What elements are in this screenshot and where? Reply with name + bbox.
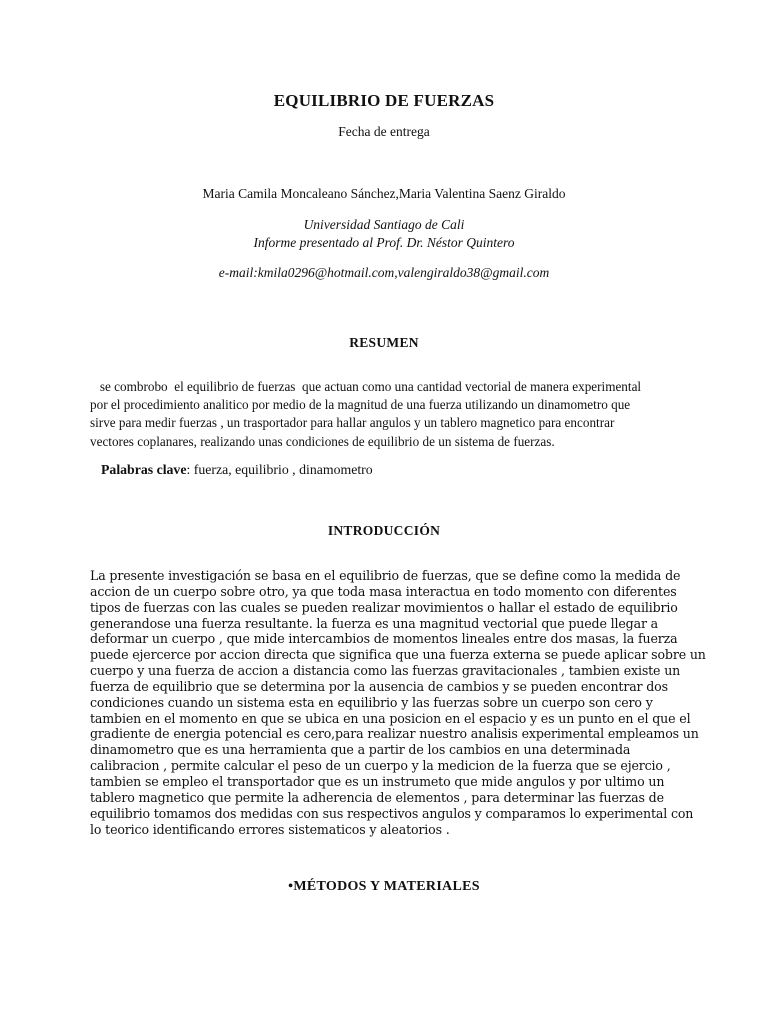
intro-line: dinamometro que es una herramienta que a partir de los cambios en una determinada bbox=[90, 742, 631, 758]
intro-line: equilibrio tomamos dos medidas con sus respectivos angulos y comparamos lo experimental con bbox=[90, 805, 694, 821]
intro-line: fuerza de equilibrio que se determina por la ausencia de cambios y se pueden encontrar dos bbox=[90, 678, 668, 694]
intro-line: calibracion , permite calcular el peso de un cuerpo y la medicion de la fuerza que se ejercio , bbox=[90, 758, 671, 774]
report-line: Informe presentado al Prof. Dr. Néstor Quintero bbox=[253, 235, 515, 250]
intro-line: tablero magnetico que permite la adherencia de elementos , para determinar las fuerzas de bbox=[90, 789, 664, 805]
email: e-mail:kmila0296@hotmail.com,valengiraldo38@gmail.com bbox=[218, 265, 550, 280]
intro-line: La presente investigación se basa en el equilibrio de fuerzas, que se define como la medida de bbox=[90, 568, 681, 583]
intro-line: deformar un cuerpo , que mide intercambios de momentos lineales entre dos masas, la fuerza bbox=[90, 631, 678, 647]
introduccion-heading: INTRODUCCIÓN bbox=[327, 523, 441, 538]
intro-line: cuerpo y una fuerza de accion a distancia como las fuerzas gravitacionales , tambien existe un bbox=[90, 663, 681, 679]
authors: Maria Camila Moncaleano Sánchez,Maria Valentina Saenz Giraldo bbox=[202, 186, 566, 201]
intro-line: tambien en el momento en que se ubica en una posicion en el espacio y es un punto en el que el bbox=[90, 710, 691, 726]
keywords-text: : fuerza, equilibrio , dinamometro bbox=[186, 462, 373, 477]
intro-line: accion de un cuerpo sobre otro, ya que toda masa interactua en todo momento con diferentes bbox=[90, 583, 677, 599]
document-title: EQUILIBRIO DE FUERZAS bbox=[273, 91, 495, 110]
metodos-heading: •MÉTODOS Y MATERIALES bbox=[288, 879, 480, 894]
intro-line: puede ejercerce por accion directa que significa que una fuerza externa se puede aplicar sobre un bbox=[90, 647, 706, 663]
intro-line: tambien se empleo el transportador que es un instrumeto que mide angulos y por ultimo un bbox=[90, 773, 665, 789]
intro-line: gradiente de energia potencial es cero,para realizar nuestro analisis experimental empleamos un bbox=[90, 726, 699, 742]
abstract-paragraph bbox=[90, 378, 690, 451]
keywords-label: Palabras clave bbox=[101, 462, 187, 477]
resumen-heading: RESUMEN bbox=[349, 335, 419, 350]
intro-line: condiciones cuando un sistema esta en equilibrio y las fuerzas sobre un cuerpo son cero y bbox=[90, 694, 653, 710]
keywords bbox=[101, 462, 373, 478]
abstract-line: vectores coplanares, realizando unas condiciones de equilibrio de un sistema de fuerzas. bbox=[90, 433, 555, 449]
intro-line: generandose una fuerza resultante. la fuerza es una magnitud vectorial que puede llegar a bbox=[90, 615, 659, 631]
abstract-line: sirve para medir fuerzas , un trasportador para hallar angulos y un tablero magnetico para encontrar bbox=[90, 415, 615, 431]
intro-line: lo teorico identificando errores sistematicos y aleatorios . bbox=[90, 821, 450, 837]
abstract-line: se combrobo el equilibrio de fuerzas que actuan como una cantidad vectorial de manera experimental bbox=[90, 379, 642, 394]
university: Universidad Santiago de Cali bbox=[303, 217, 465, 232]
date-label: Fecha de entrega bbox=[338, 124, 430, 139]
abstract-line: por el procedimiento analitico por medio de la magnitud de una fuerza utilizando un dinamometro que bbox=[90, 397, 631, 413]
intro-line: tipos de fuerzas con las cuales se pueden realizar movimientos o hallar el estado de equilibrio bbox=[90, 599, 678, 615]
introduccion-paragraph bbox=[90, 568, 706, 837]
